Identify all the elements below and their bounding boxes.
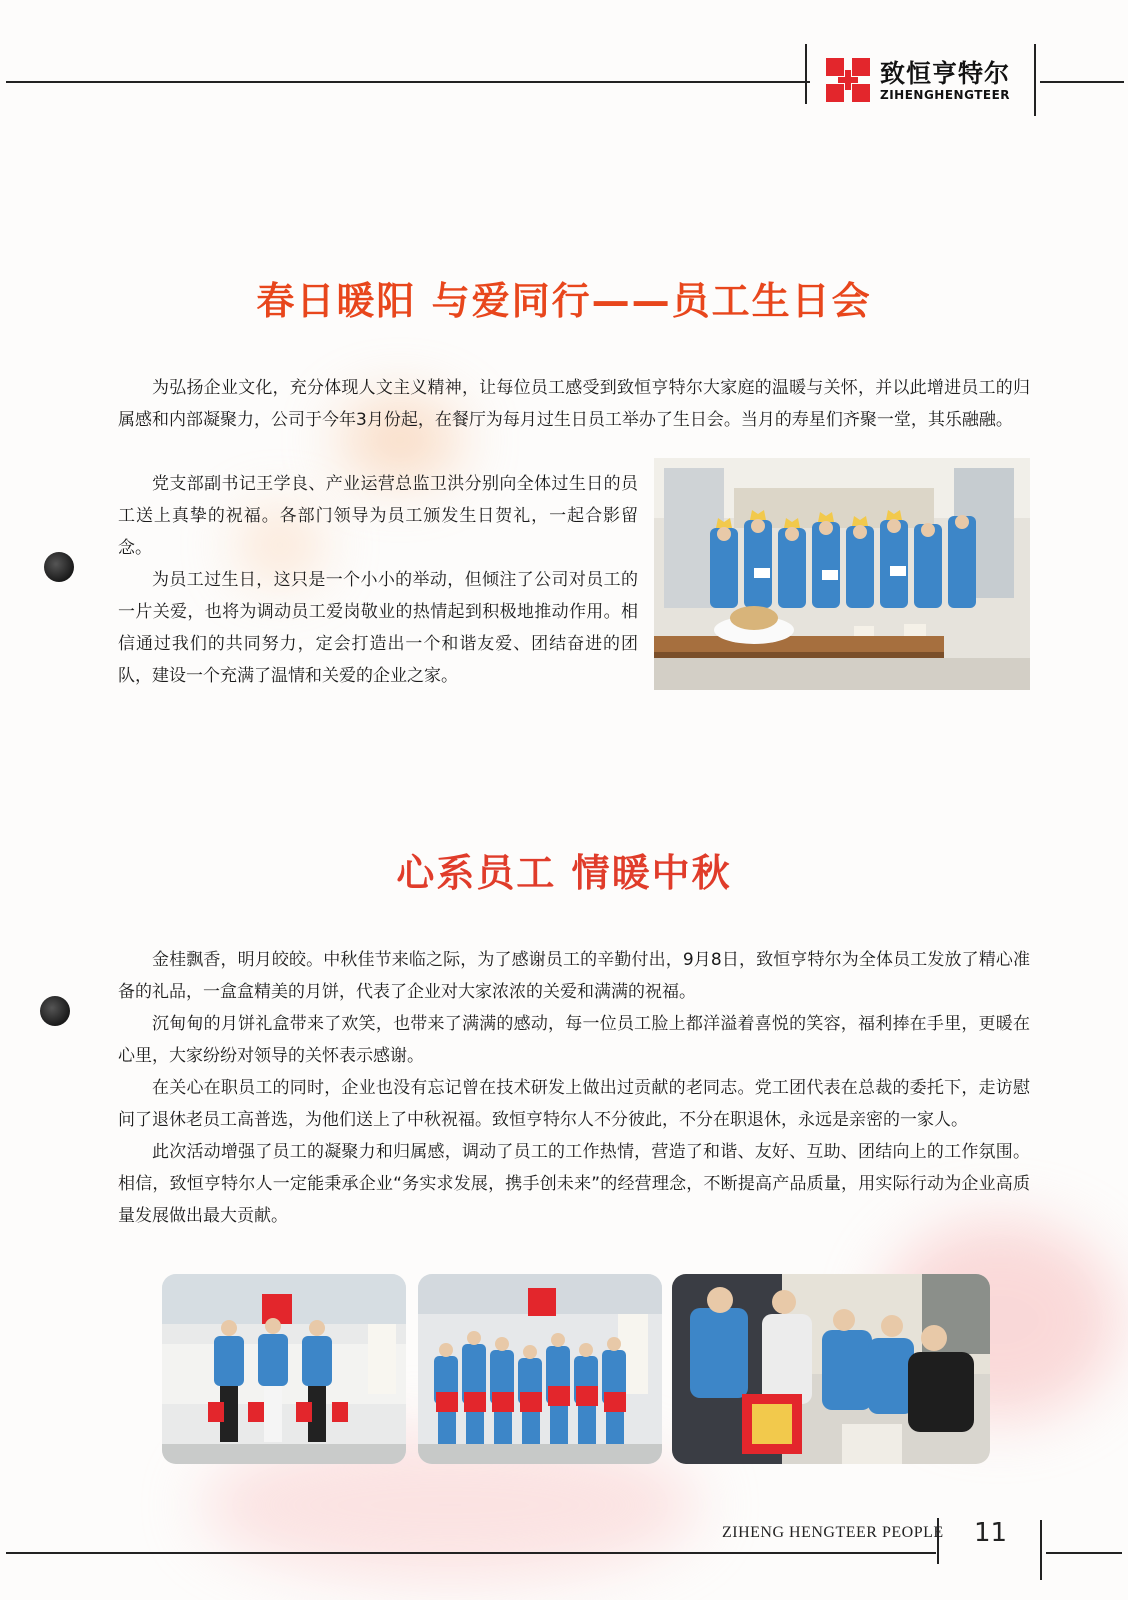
article-body (118, 372, 1030, 436)
birthday-group-photo (654, 458, 1030, 690)
header-rule-right (1040, 81, 1124, 83)
logo-divider (805, 44, 807, 104)
footer-divider (1040, 1520, 1042, 1580)
binder-hole (40, 996, 70, 1026)
article-body (118, 468, 638, 692)
logo-divider (1034, 44, 1036, 116)
header-rule (6, 81, 810, 83)
mid-autumn-photo-1 (162, 1274, 406, 1464)
paragraph: 在关心在职员工的同时，企业也没有忘记曾在技术研发上做出过贡献的老同志。党工团代表在总裁的委托下，走访慰问了退休老员工高普选，为他们送上了中秋祝福。致恒亨特尔人不分彼此，不分在职退休，永远是亲密的一家人。 (118, 1078, 1030, 1130)
page-number: 11 (974, 1518, 1008, 1548)
article-body (118, 944, 1030, 1232)
brand-logo-icon (826, 58, 870, 102)
footer-rule (6, 1552, 936, 1554)
paragraph: 此次活动增强了员工的凝聚力和归属感，调动了员工的工作热情，营造了和谐、友好、互助、团结向上的工作氛围。相信，致恒亨特尔人一定能秉承企业“务实求发展，携手创未来”的经营理念，不断提高产品质量，用实际行动为企业高质量发展做出最大贡献。 (118, 1142, 1030, 1226)
binder-hole (44, 552, 74, 582)
article-title: 春日暖阳 与爱同行——员工生日会 (256, 279, 872, 323)
paragraph: 为员工过生日，这只是一个小小的举动，但倾注了公司对员工的一片关爱，也将为调动员工爱岗敬业的热情起到积极地推动作用。相信通过我们的共同努力，定会打造出一个和谐友爱、团结奋进的团队，建设一个充满了温情和关爱的企业之家。 (118, 570, 638, 686)
article-title: 心系员工 情暖中秋 (396, 851, 732, 895)
footer-rule-right (1046, 1552, 1122, 1554)
paragraph: 为弘扬企业文化，充分体现人文主义精神，让每位员工感受到致恒亨特尔大家庭的温暖与关怀，并以此增进员工的归属感和内部凝聚力，公司于今年3月份起，在餐厅为每月过生日员工举办了生日会。当月的寿星们齐聚一堂，其乐融融。 (118, 378, 1030, 430)
magazine-name: ZIHENG HENGTEER PEOPLE (722, 1524, 944, 1541)
brand-name-en: ZIHENGHENGTEER (880, 88, 1011, 102)
paragraph: 沉甸甸的月饼礼盒带来了欢笑，也带来了满满的感动，每一位员工脸上都洋溢着喜悦的笑容，福利捧在手里，更暖在心里，大家纷纷对领导的关怀表示感谢。 (118, 1014, 1030, 1066)
paragraph: 党支部副书记王学良、产业运营总监卫洪分别向全体过生日的员工送上真挚的祝福。各部门领导为员工颁发生日贺礼，一起合影留念。 (118, 474, 638, 558)
paragraph: 金桂飘香，明月皎皎。中秋佳节来临之际，为了感谢员工的辛勤付出，9月8日，致恒亨特尔为全体员工发放了精心准备的礼品，一盒盒精美的月饼，代表了企业对大家浓浓的关爱和满满的祝福。 (118, 950, 1030, 1002)
retiree-visit-photo (672, 1274, 990, 1464)
brand-name-cn: 致恒亨特尔 (880, 59, 1011, 88)
mid-autumn-photo-2 (418, 1274, 662, 1464)
